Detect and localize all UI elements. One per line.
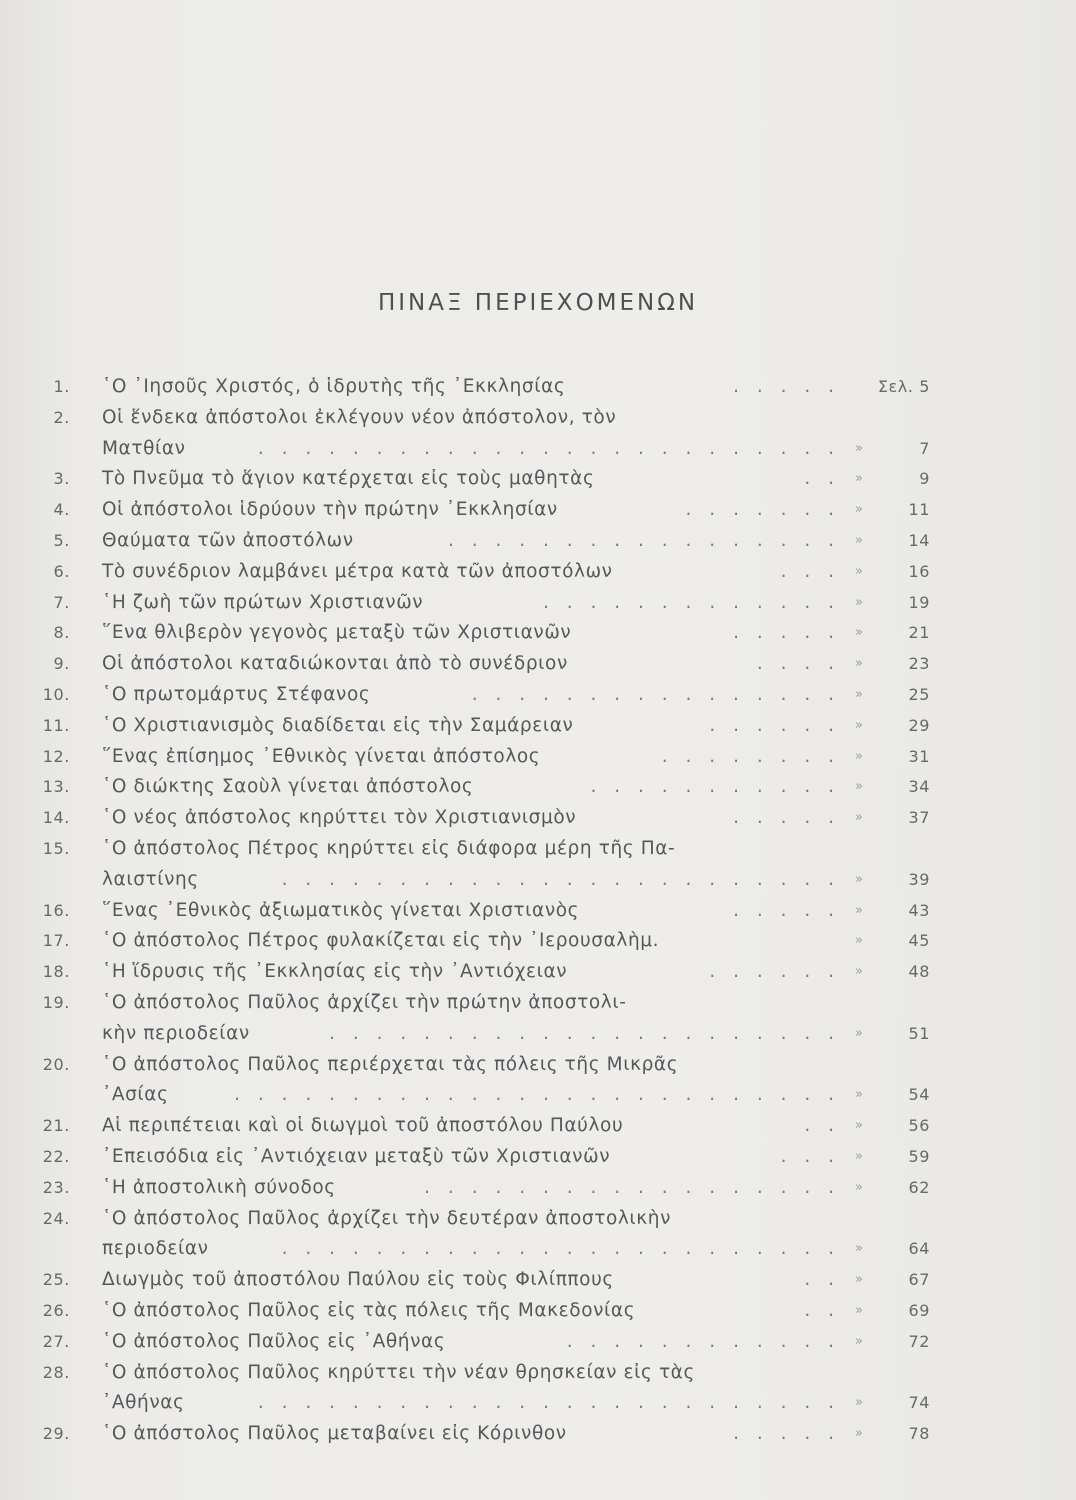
- entry-number: 13.: [42, 777, 70, 797]
- entry-number: 5.: [53, 530, 70, 550]
- entry-title: ῾Η ἀποστολικὴ σύνοδος: [102, 1176, 336, 1198]
- entry-number: 15.: [42, 838, 70, 858]
- ditto-mark: »: [855, 440, 864, 456]
- entry-page-number: 48: [908, 962, 930, 982]
- ditto-mark: »: [855, 1179, 864, 1195]
- entry-title: ῾Η ἵδρυσις τῆς ᾿Εκκλησίας εἰς τὴν ᾿Αντιόχειαν: [102, 961, 568, 983]
- entry-page-number: 67: [908, 1270, 930, 1290]
- entry-title: Αἱ περιπέτειαι καὶ οἱ διωγμοὶ τοῦ ἀποστόλου Παύλου: [102, 1115, 624, 1137]
- dot-leader: . . . . .: [733, 807, 840, 829]
- toc-entry: [30, 588, 930, 619]
- entry-page-number: 78: [908, 1424, 930, 1444]
- toc-entry: [30, 434, 930, 465]
- ditto-mark: »: [855, 1302, 864, 1318]
- entry-page-number: 11: [908, 500, 930, 520]
- toc-entry: [30, 896, 930, 927]
- dot-leader: . . . . . . .: [685, 499, 840, 521]
- ditto-mark: »: [855, 1025, 864, 1041]
- ditto-mark: »: [855, 625, 864, 641]
- entry-title: Οἱ ἀπόστολοι καταδιώκονται ἀπὸ τὸ συνέδριον: [102, 653, 568, 675]
- toc-entry: [30, 803, 930, 834]
- ditto-mark: »: [855, 964, 864, 980]
- dot-leader: . . .: [780, 1145, 840, 1167]
- entry-page-number: 25: [908, 684, 930, 704]
- entry-title: κὴν περιοδείαν: [102, 1022, 250, 1044]
- entry-page-number: 54: [908, 1085, 930, 1105]
- toc-entry: [30, 711, 930, 742]
- entry-page-number: 62: [908, 1177, 930, 1197]
- toc-entry: [30, 1050, 930, 1081]
- entry-title: ῾Ο ἀπόστολος Παῦλος κηρύττει τὴν νέαν θρησκείαν εἰς τὰς: [102, 1361, 695, 1383]
- toc-entry: [30, 865, 930, 896]
- ditto-mark: »: [855, 1272, 864, 1288]
- entry-title: ῾Ο νέος ἀπόστολος κηρύττει τὸν Χριστιανισμὸν: [102, 807, 577, 829]
- entry-number: 24.: [42, 1208, 70, 1228]
- entry-number: 11.: [42, 715, 70, 735]
- ditto-mark: »: [855, 471, 864, 487]
- dot-leader: . . . . .: [733, 899, 840, 921]
- ditto-mark: »: [855, 1148, 864, 1164]
- ditto-mark: »: [855, 871, 864, 887]
- entry-page-number: 19: [908, 592, 930, 612]
- toc-entry: [30, 772, 930, 803]
- entry-number: 12.: [42, 746, 70, 766]
- toc-entry: [30, 1358, 930, 1389]
- entry-page-number: 31: [908, 746, 930, 766]
- toc-entry: [30, 372, 930, 403]
- toc-entry: [30, 1296, 930, 1327]
- entry-number: 2.: [53, 407, 70, 427]
- dot-leader: . . . . .: [733, 376, 840, 397]
- toc-entry: [30, 957, 930, 988]
- toc-entry: [30, 1111, 930, 1142]
- entry-page-number: Σελ. 5: [877, 377, 930, 396]
- entry-number: 17.: [42, 931, 70, 951]
- dot-leader: . . . . . . . . . . . . . . . . . . . . . . . .: [281, 1238, 840, 1260]
- entry-page-number: 23: [908, 654, 930, 674]
- entry-title: ῾Ο ἀπόστολος Παῦλος εἰς ᾿Αθήνας: [102, 1330, 446, 1352]
- toc-entry: [30, 1173, 930, 1204]
- entry-title: ῾Ο ἀπόστολος Παῦλος περιέρχεται τὰς πόλεις τῆς Μικρᾶς: [102, 1053, 679, 1075]
- toc-entry: [30, 403, 930, 434]
- toc-entry: [30, 1142, 930, 1173]
- entry-title: ῾Ο ἀπόστολος Παῦλος ἀρχίζει τὴν δευτέραν ἀποστολικὴν: [102, 1207, 672, 1229]
- toc-entry: [30, 495, 930, 526]
- ditto-mark: »: [855, 563, 864, 579]
- entry-title: ᾿Επεισόδια εἰς ᾿Αντιόχειαν μεταξὺ τῶν Χριστιανῶν: [102, 1145, 611, 1167]
- entry-number: 20.: [42, 1054, 70, 1074]
- toc-entry: [30, 742, 930, 773]
- ditto-mark: »: [855, 686, 864, 702]
- entry-page-number: 59: [908, 1146, 930, 1166]
- entry-number: 9.: [53, 654, 70, 674]
- toc-entry: [30, 526, 930, 557]
- dot-leader: . . . . . .: [709, 961, 840, 983]
- dot-leader: . . . . . . . . . . . . . . . .: [471, 683, 840, 705]
- entry-page-number: 43: [908, 900, 930, 920]
- entry-page-number: 14: [908, 530, 930, 550]
- entry-page-number: 45: [908, 931, 930, 951]
- ditto-mark: »: [855, 748, 864, 764]
- entry-number: 26.: [42, 1300, 70, 1320]
- entry-title: ᾿Ασίας: [102, 1084, 169, 1106]
- dot-leader: . .: [804, 1299, 840, 1321]
- toc-entry: [30, 1388, 930, 1419]
- dot-leader: . .: [804, 468, 840, 490]
- dot-leader: . . . . . . . . . . . . . . . . .: [447, 529, 840, 551]
- toc-entry: [30, 680, 930, 711]
- entry-number: 19.: [42, 992, 70, 1012]
- dot-leader: . . . . . . . . . . . . . . . . . . . . . . . . . .: [234, 1084, 840, 1106]
- entry-page-number: 74: [908, 1393, 930, 1413]
- ditto-mark: »: [855, 656, 864, 672]
- entry-number: 1.: [53, 377, 70, 396]
- ditto-mark: »: [855, 502, 864, 518]
- toc-entry: [30, 1019, 930, 1050]
- entry-number: 22.: [42, 1146, 70, 1166]
- toc-entry: [30, 1265, 930, 1296]
- dot-leader: . . . . . . . . . . . . . . . . . . . . . . . . .: [257, 1392, 840, 1414]
- ditto-mark: »: [855, 779, 864, 795]
- toc-entry: [30, 834, 930, 865]
- dot-leader: . .: [804, 1269, 840, 1291]
- toc-entry: [30, 464, 930, 495]
- entry-title: ῾Ο ἀπόστολος Παῦλος ἀρχίζει τὴν πρώτην ἀποστολι-: [102, 991, 627, 1013]
- toc-entry: [30, 1234, 930, 1265]
- entry-number: 8.: [53, 623, 70, 643]
- dot-leader: . . . . . . . . . . . . .: [542, 591, 840, 613]
- entry-title: ῾Η ζωὴ τῶν πρώτων Χριστιανῶν: [102, 591, 424, 613]
- entry-page-number: 29: [908, 715, 930, 735]
- entry-number: 6.: [53, 561, 70, 581]
- page-title: ΠΙΝΑΞ ΠΕΡΙΕΧΟΜΕΝΩΝ: [377, 290, 699, 316]
- dot-leader: . . . . . . . . . . . . . . . . . . . . . . . .: [281, 868, 840, 890]
- entry-title: Θαύματα τῶν ἀποστόλων: [102, 529, 354, 551]
- entry-page-number: 9: [919, 469, 930, 489]
- ditto-mark: »: [855, 532, 864, 548]
- entry-page-number: 34: [908, 777, 930, 797]
- entry-number: 27.: [42, 1331, 70, 1351]
- entry-title: ῞Ενας ἐπίσημος ᾿Εθνικὸς γίνεται ἀπόστολος: [102, 745, 541, 767]
- entry-page-number: 39: [908, 869, 930, 889]
- ditto-mark: »: [855, 1395, 864, 1411]
- entry-page-number: 7: [919, 438, 930, 458]
- entry-number: 3.: [53, 469, 70, 489]
- toc-entry: [30, 1204, 930, 1235]
- table-of-contents: [30, 372, 930, 1450]
- entry-number: 29.: [42, 1424, 70, 1444]
- entry-number: 10.: [42, 684, 70, 704]
- ditto-mark: »: [855, 1426, 864, 1442]
- entry-page-number: 69: [908, 1300, 930, 1320]
- entry-title: περιοδείαν: [102, 1238, 209, 1260]
- dot-leader: . . . . . . . . . . .: [590, 776, 840, 798]
- entry-title: Διωγμὸς τοῦ ἀποστόλου Παύλου εἰς τοὺς Φιλίππους: [102, 1269, 614, 1291]
- entry-page-number: 51: [908, 1023, 930, 1043]
- entry-number: 23.: [42, 1177, 70, 1197]
- entry-page-number: 72: [908, 1331, 930, 1351]
- toc-entry: [30, 649, 930, 680]
- entry-title: Τὸ Πνεῦμα τὸ ἅγιον κατέρχεται εἰς τοὺς μαθητὰς: [102, 468, 595, 490]
- dot-leader: . . . . . . . . . . . . . . . . . . . . . . . . .: [257, 437, 840, 459]
- entry-number: 14.: [42, 808, 70, 828]
- dot-leader: . . . . .: [733, 1423, 840, 1445]
- ditto-mark: »: [855, 1241, 864, 1257]
- dot-leader: . .: [804, 1115, 840, 1137]
- entry-title: Οἱ ἕνδεκα ἀπόστολοι ἐκλέγουν νέον ἀπόστολον, τὸν: [102, 406, 617, 428]
- toc-entry: [30, 618, 930, 649]
- toc-entry: [30, 1327, 930, 1358]
- entry-title: ῾Ο διώκτης Σαοὺλ γίνεται ἀπόστολος: [102, 776, 474, 798]
- entry-title: ῾Ο πρωτομάρτυς Στέφανος: [102, 683, 371, 705]
- ditto-mark: »: [855, 1087, 864, 1103]
- entry-page-number: 16: [908, 561, 930, 581]
- dot-leader: . . . . . . . . . . . . . . . . . .: [424, 1176, 840, 1198]
- ditto-mark: »: [855, 1118, 864, 1134]
- dot-leader: . . . . . .: [709, 714, 840, 736]
- entry-title: ῾Ο ἀπόστολος Πέτρος κηρύττει εἰς διάφορα μέρη τῆς Πα-: [102, 837, 676, 859]
- entry-title: Τὸ συνέδριον λαμβάνει μέτρα κατὰ τῶν ἀποστόλων: [102, 560, 613, 582]
- entry-number: 7.: [53, 592, 70, 612]
- entry-title: ῞Ενα θλιβερὸν γεγονὸς μεταξὺ τῶν Χριστιανῶν: [102, 622, 572, 644]
- entry-title: ᾿Αθήνας: [102, 1392, 185, 1414]
- dot-leader: . . . . . . . .: [661, 745, 840, 767]
- entry-title: ῞Ενας ᾿Εθνικὸς ἀξιωματικὸς γίνεται Χριστιανὸς: [102, 899, 580, 921]
- ditto-mark: »: [855, 1333, 864, 1349]
- entry-number: 16.: [42, 900, 70, 920]
- entry-page-number: 64: [908, 1239, 930, 1259]
- dot-leader: . . . .: [756, 653, 840, 675]
- ditto-mark: »: [855, 933, 864, 949]
- entry-number: 18.: [42, 962, 70, 982]
- dot-leader: . . .: [780, 560, 840, 582]
- entry-title: Ματθίαν: [102, 437, 186, 459]
- entry-page-number: 21: [908, 623, 930, 643]
- entry-title: ῾Ο Χριστιανισμὸς διαδίδεται εἰς τὴν Σαμάρειαν: [102, 714, 574, 736]
- entry-title: ῾Ο ἀπόστολος Παῦλος μεταβαίνει εἰς Κόρινθον: [102, 1423, 567, 1445]
- entry-title: λαιστίνης: [102, 868, 199, 890]
- entry-page-number: 37: [908, 808, 930, 828]
- ditto-mark: »: [855, 594, 864, 610]
- toc-entry: [30, 988, 930, 1019]
- ditto-mark: »: [855, 810, 864, 826]
- entry-page-number: 56: [908, 1116, 930, 1136]
- entry-number: 28.: [42, 1362, 70, 1382]
- toc-entry: [30, 1419, 930, 1450]
- entry-number: 25.: [42, 1270, 70, 1290]
- entry-title: ῾Ο ἀπόστολος Παῦλος εἰς τὰς πόλεις τῆς Μακεδονίας: [102, 1299, 636, 1321]
- dot-leader: . . . . . . . . . . . .: [566, 1330, 840, 1352]
- entry-number: 4.: [53, 500, 70, 520]
- ditto-mark: »: [855, 902, 864, 918]
- toc-entry: [30, 557, 930, 588]
- entry-title: ῾Ο ἀπόστολος Πέτρος φυλακίζεται εἰς τὴν ᾿Ιερουσαλὴμ.: [102, 930, 660, 952]
- bleed-through-text: [60, 40, 1060, 370]
- toc-entry: [30, 926, 930, 957]
- dot-leader: . . . . .: [733, 622, 840, 644]
- ditto-mark: »: [855, 717, 864, 733]
- toc-entry: [30, 1080, 930, 1111]
- entry-title: ῾Ο ᾿Ιησοῦς Χριστός, ὁ ἱδρυτὴς τῆς ᾿Εκκλησίας: [102, 376, 566, 397]
- entry-title: Οἱ ἀπόστολοι ἱδρύουν τὴν πρώτην ᾿Εκκλησίαν: [102, 499, 558, 521]
- entry-number: 21.: [42, 1116, 70, 1136]
- dot-leader: . . . . . . . . . . . . . . . . . . . . . .: [329, 1022, 840, 1044]
